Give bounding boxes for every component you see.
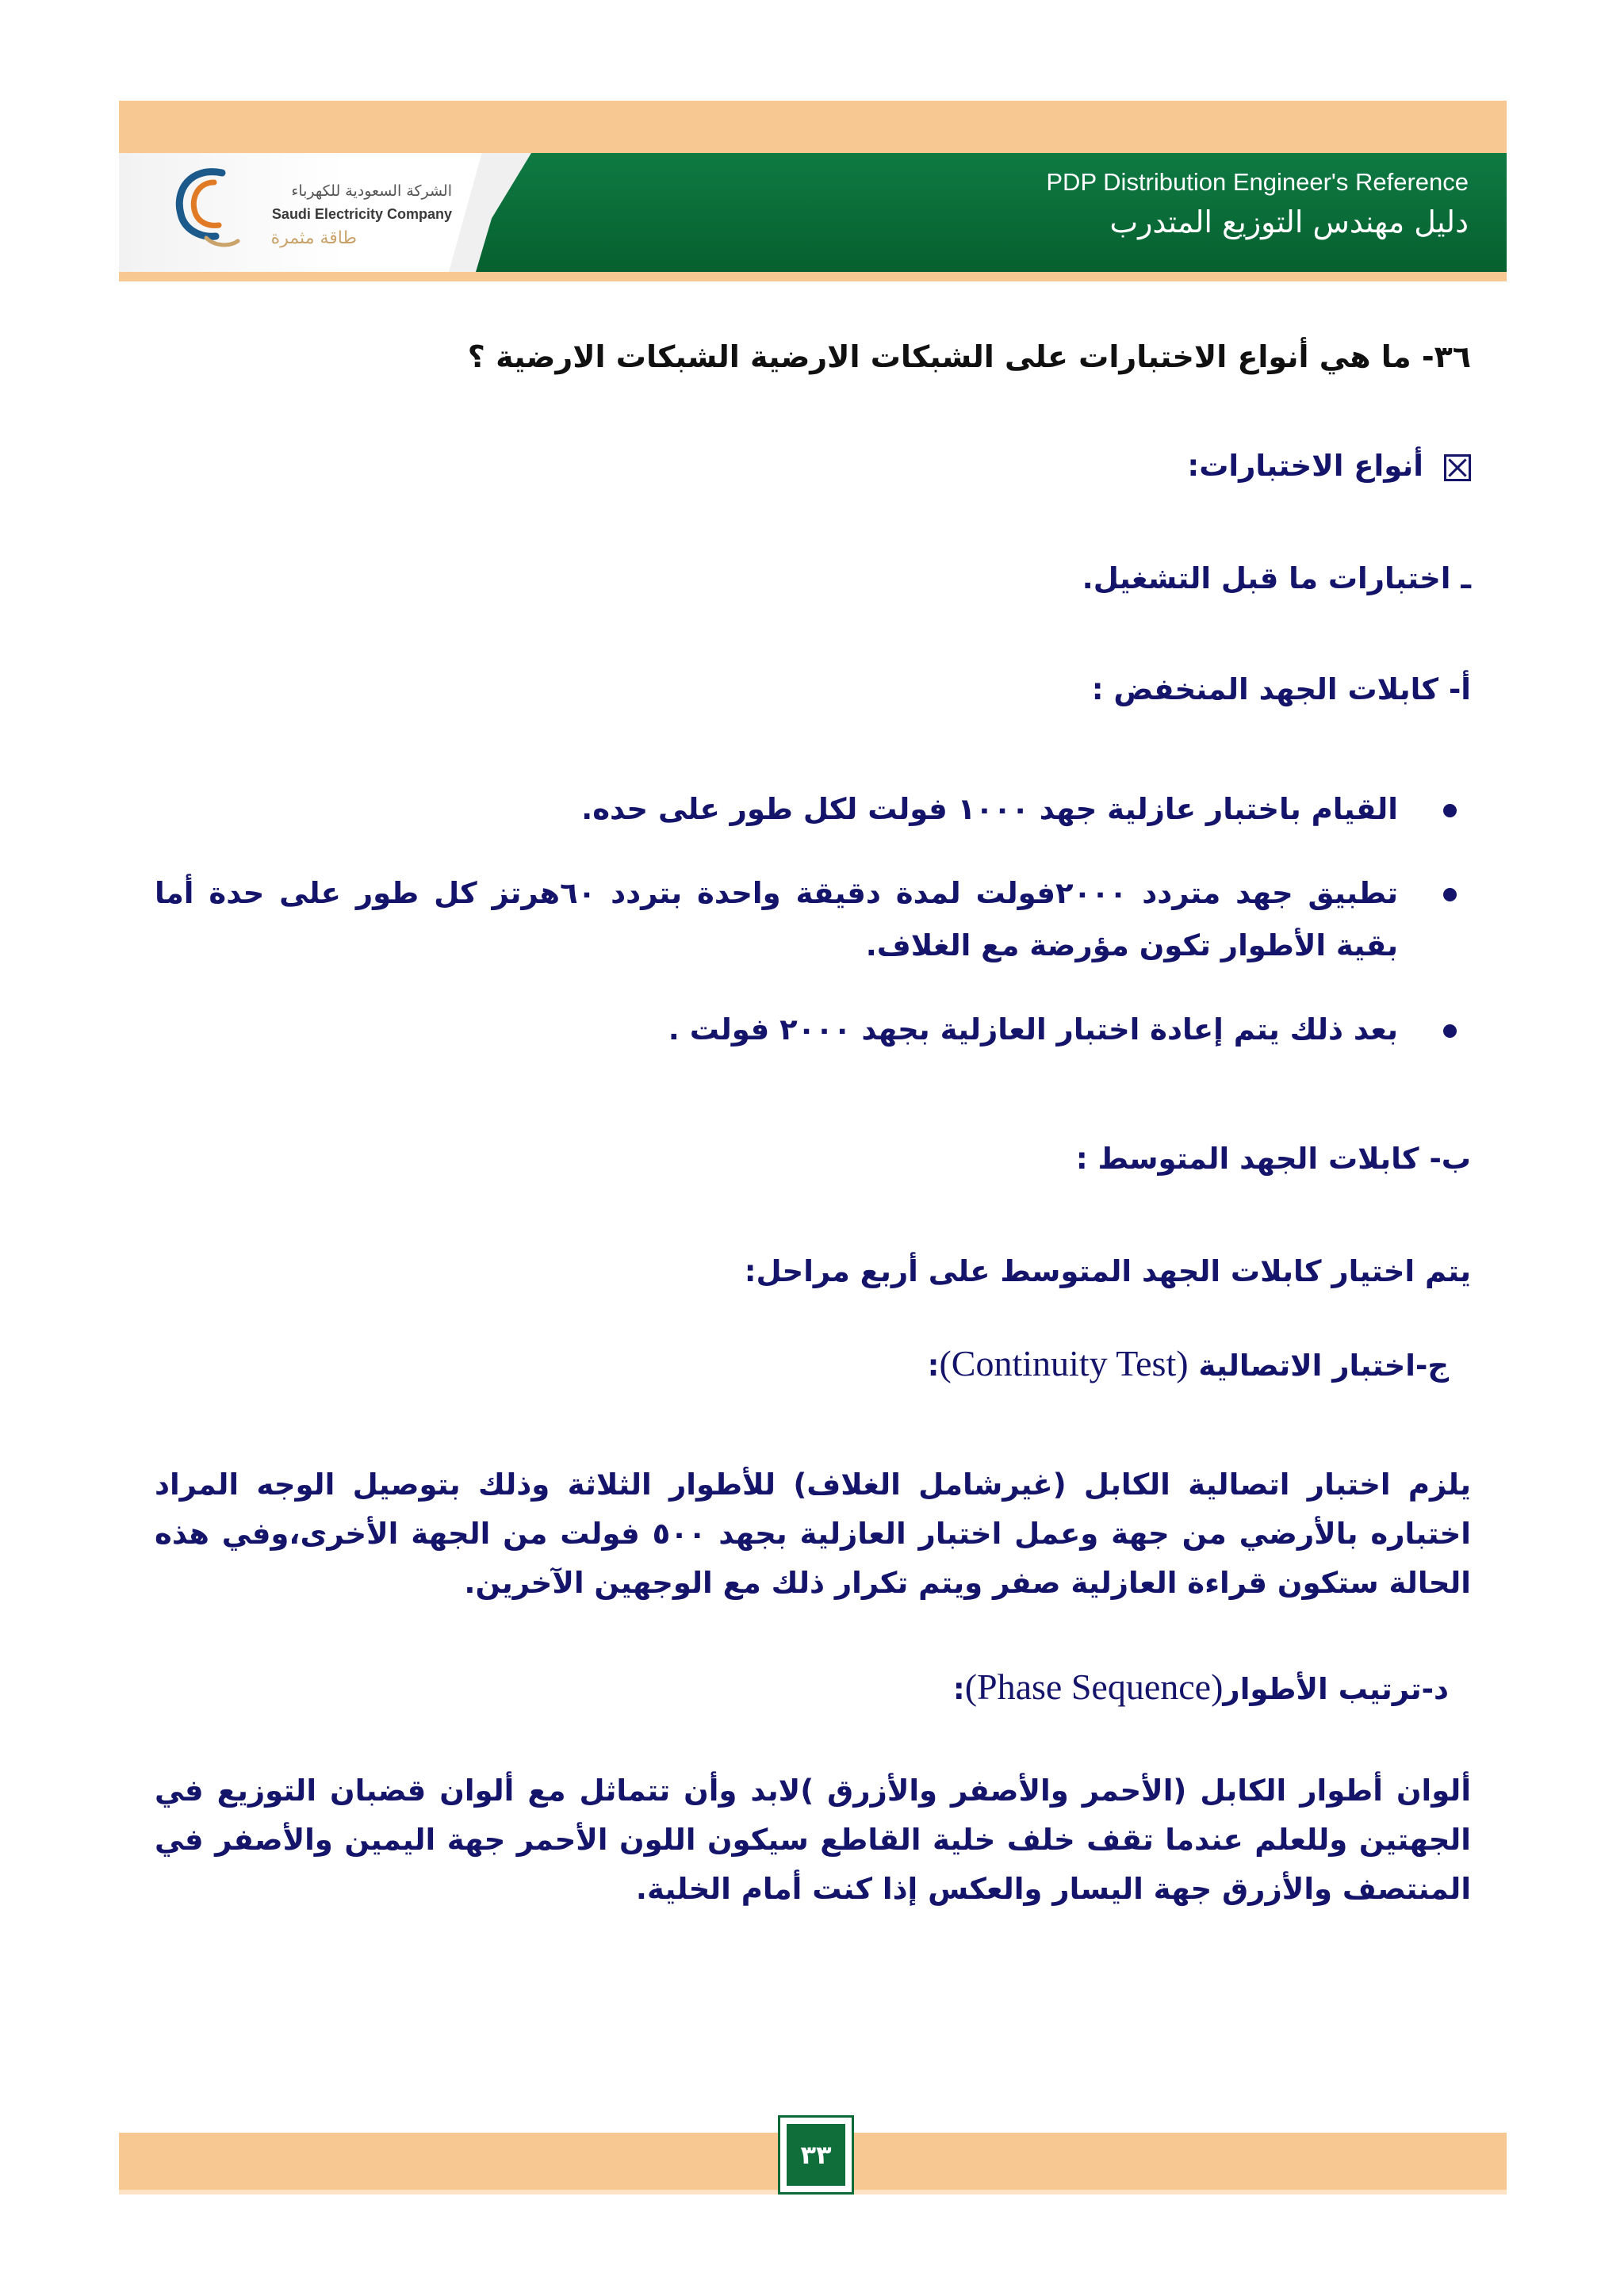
continuity-heading-en: (Continuity Test) [939,1343,1189,1383]
header-title-ar: دليل مهندس التوزيع المتدرب [1109,205,1469,239]
company-logo-mark-icon [167,159,246,254]
continuity-heading-colon: : [927,1349,940,1383]
low-voltage-heading: أ- كابلات الجهد المنخفض : [1091,672,1471,706]
medium-voltage-intro: يتم اختيار كابلات الجهد المتوسط على أربع مراحل: [744,1254,1471,1288]
page-number: ٣٣ [787,2124,845,2186]
header-title-en: PDP Distribution Engineer's Reference [1046,168,1469,196]
phase-heading-ar: د-ترتيب الأطوار [1223,1672,1449,1706]
header-top-band [119,101,1507,153]
company-name-ar: الشركة السعودية للكهرباء [291,182,452,200]
list-item [155,783,1471,836]
continuity-heading-ar: ج-اختبار الاتصالية [1188,1349,1449,1383]
company-name-en: Saudi Electricity Company [271,206,452,222]
continuity-heading [155,1340,1471,1390]
types-heading-row [155,442,1471,490]
list-item-text: القيام باختبار عازلية جهد ١٠٠٠ فولت لكل طور على حده. [581,792,1398,826]
continuity-paragraph: يلزم اختبار اتصالية الكابل (غيرشامل الغلاف) للأطوار الثلاثة وذلك بتوصيل الوجه المراد اختباره بالأرضي من جهة وعمل اختبار العازلية بجهد ٥٠٠ فولت من الجهة الأخرى،وفي هذه الحالة ستكون قراءة العازلية صفر ويتم تكرار ذلك مع الوجهين الآخرين. [155,1468,1471,1600]
bullet-icon [1443,804,1457,817]
low-voltage-bullet-list [155,783,1471,1056]
company-logo [167,159,452,262]
company-slogan: طاقة مثمرة [270,228,357,248]
list-item [155,867,1471,972]
phase-heading-en: (Phase Sequence) [964,1667,1224,1707]
phase-sequence-heading [155,1663,1471,1713]
header-bottom-line [119,272,1507,281]
question-heading: ٣٦- ما هي أنواع الاختبارات على الشبكات الارضية الشبكات الارضية ؟ [467,339,1471,374]
phase-heading-colon: : [952,1672,965,1706]
list-item-text: بعد ذلك يتم إعادة اختبار العازلية بجهد ٢٠٠٠ فولت . [668,1012,1398,1047]
medium-voltage-heading: ب- كابلات الجهد المتوسط : [1075,1142,1471,1176]
bullet-icon [1443,1024,1457,1038]
checkbox-x-icon [1444,454,1471,481]
list-item [155,1004,1471,1056]
phase-sequence-paragraph: ألوان أطوار الكابل (الأحمر والأصفر والأزرق )لابد وأن تتماثل مع ألوان قضبان التوزيع في الجهتين وللعلم عندما تقف خلف خلية القاطع سيكون اللون الأحمر جهة اليمين والأصفر في المنتصف والأزرق جهة اليسار والعكس إذا كنت أمام الخلية. [155,1774,1471,1906]
page-number-box [778,2115,854,2195]
types-heading: أنواع الاختبارات: [1187,449,1423,483]
list-item-text: تطبيق جهد متردد ٢٠٠٠فولت لمدة دقيقة واحدة بتردد ٦٠هرتز كل طور على حدة أما بقية الأطوار تكون مؤرضة مع الغلاف. [155,876,1399,962]
bullet-icon [1443,888,1457,901]
pre-operation-heading: ـ اختبارات ما قبل التشغيل. [1082,561,1471,595]
